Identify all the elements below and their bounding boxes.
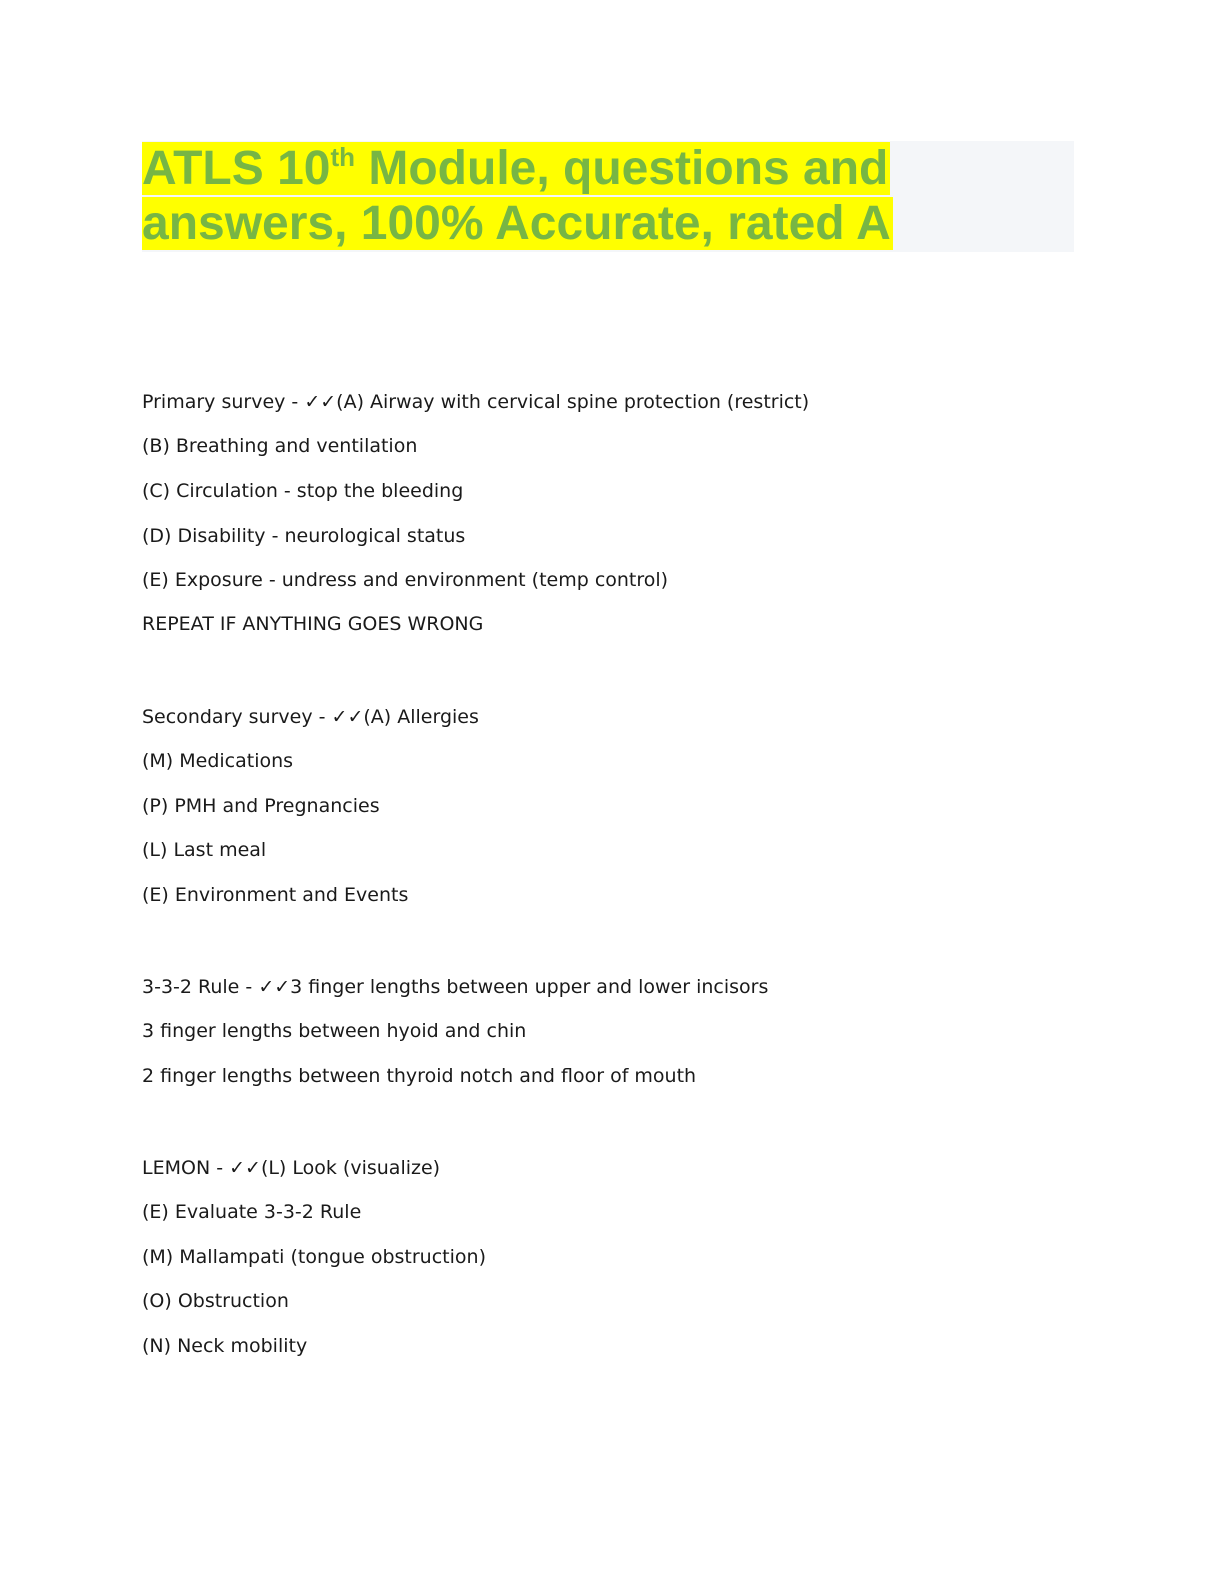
title-text-atls: ATLS 10 <box>142 142 331 195</box>
title-line-2: answers, 100% Accurate, rated A <box>142 197 891 250</box>
section-first-item: (L) Look (visualize) <box>260 1157 441 1179</box>
check-marks-icon: ✓✓ <box>304 391 337 413</box>
title-line-1 <box>142 142 890 195</box>
list-item: 2 finger lengths between thyroid notch and floor of mouth <box>142 1065 697 1087</box>
list-item: (L) Last meal <box>142 839 267 861</box>
list-item: (N) Neck mobility <box>142 1335 308 1357</box>
list-item: (O) Obstruction <box>142 1290 289 1312</box>
list-item: (C) Circulation - stop the bleeding <box>142 480 464 502</box>
section-lead: Primary survey - <box>142 391 305 413</box>
check-marks-icon: ✓✓ <box>331 706 364 728</box>
section-first-item: (A) Allergies <box>363 706 479 728</box>
section-lead: Secondary survey - <box>142 706 332 728</box>
lemon-heading <box>142 1156 440 1180</box>
check-marks-icon: ✓✓ <box>258 976 291 998</box>
section-lead: LEMON - <box>142 1157 230 1179</box>
primary-survey-heading <box>142 390 809 414</box>
section-lead: 3-3-2 Rule - <box>142 976 259 998</box>
list-item: (E) Environment and Events <box>142 884 409 906</box>
list-item: REPEAT IF ANYTHING GOES WRONG <box>142 613 484 635</box>
list-item: (M) Medications <box>142 750 294 772</box>
section-first-item: 3 finger lengths between upper and lower incisors <box>290 976 769 998</box>
list-item: (M) Mallampati (tongue obstruction) <box>142 1246 486 1268</box>
section-first-item: (A) Airway with cervical spine protection (restrict) <box>336 391 810 413</box>
title-superscript: th <box>330 142 356 172</box>
list-item: 3 finger lengths between hyoid and chin <box>142 1020 527 1042</box>
list-item: (D) Disability - neurological status <box>142 525 466 547</box>
title-text-module: Module, questions and <box>355 142 889 195</box>
three-three-two-rule-heading <box>142 975 768 999</box>
secondary-survey-heading <box>142 705 479 729</box>
document-title <box>142 141 893 251</box>
list-item: (E) Exposure - undress and environment (temp control) <box>142 569 669 591</box>
check-marks-icon: ✓✓ <box>229 1157 261 1179</box>
list-item: (P) PMH and Pregnancies <box>142 795 380 817</box>
list-item: (E) Evaluate 3-3-2 Rule <box>142 1201 362 1223</box>
list-item: (B) Breathing and ventilation <box>142 435 418 457</box>
